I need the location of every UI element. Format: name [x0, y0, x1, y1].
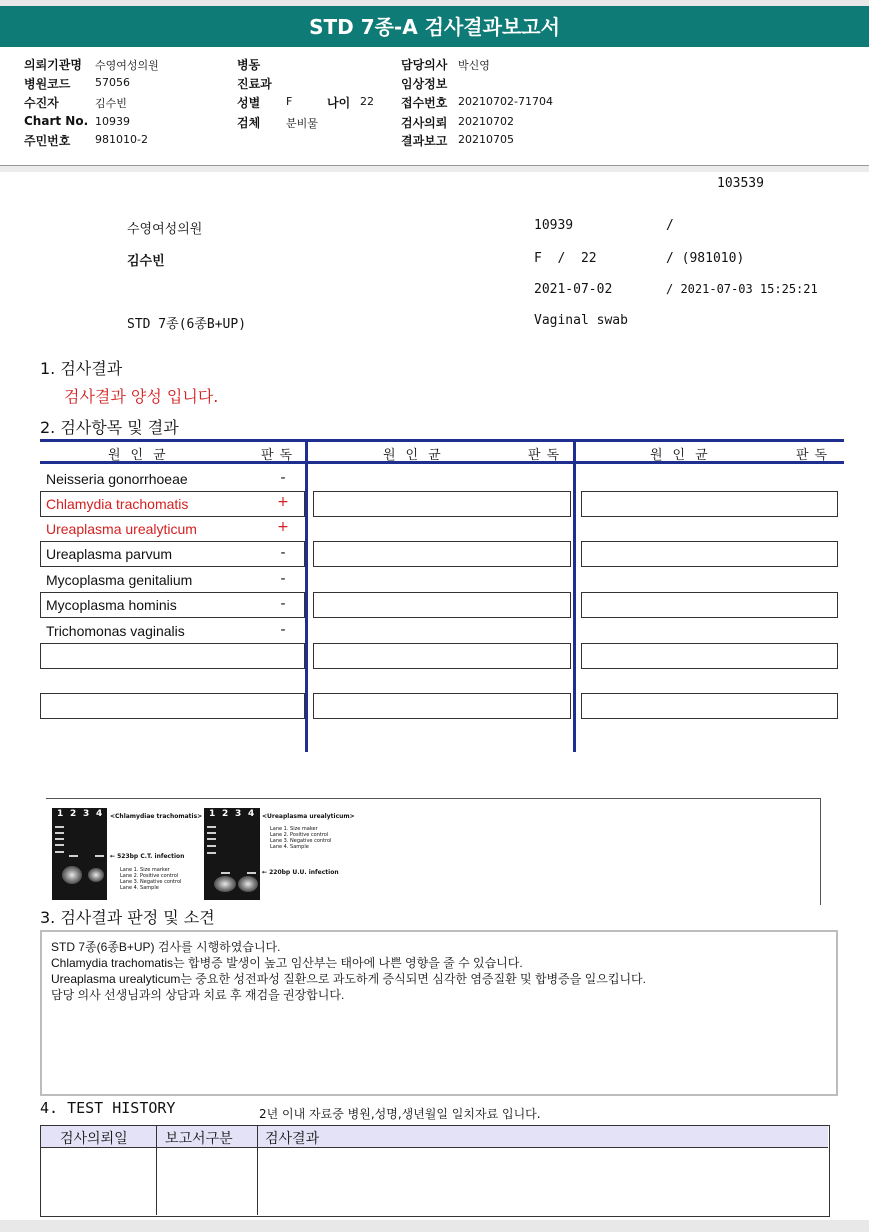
col-header-pathogen-1: 원인균	[108, 448, 176, 463]
history-note: 2년 이내 자료중 병원,성명,생년월일 일치자료 입니다.	[259, 1107, 541, 1121]
result-name-mg: Mycoplasma genitalium	[46, 572, 193, 588]
result-name-mh: Mycoplasma hominis	[46, 597, 177, 613]
opinion-line-2: Chlamydia trachomatis는 합병증 발생이 높고 임산부는 태아에 나쁜 영향을 줄 수 있습니다.	[51, 956, 523, 970]
result-name-ng: Neisseria gonorrhoeae	[46, 471, 188, 487]
result-value-uu: +	[277, 519, 289, 535]
id-value: 981010-2	[95, 133, 148, 146]
row-box	[581, 541, 838, 567]
chart-label: Chart No.	[24, 114, 89, 128]
separator	[0, 166, 869, 172]
clinical-label: 임상정보	[401, 77, 448, 91]
specimen-label: 검체	[237, 116, 261, 130]
row-box	[581, 693, 838, 719]
info-date-report: / 2021-07-03 15:25:21	[666, 282, 818, 296]
gel-arrow-ct: ← 523bp C.T. infection	[110, 853, 185, 860]
col-header-pathogen-3: 원인균	[650, 448, 718, 463]
col-header-result-3: 판독	[796, 448, 834, 463]
gel-lane-2: 2	[222, 809, 229, 819]
gel-lane-3: 3	[83, 809, 90, 819]
gel-band	[55, 844, 64, 846]
gel-lane-4: 4	[248, 809, 255, 819]
specimen-value: 분비물	[286, 117, 318, 130]
result-value-ct: +	[277, 494, 289, 510]
patient-value: 김수빈	[95, 97, 127, 110]
institution-value: 수영여성의원	[95, 59, 159, 72]
gel-glow	[62, 866, 82, 884]
gel-band	[95, 855, 104, 857]
positive-result: 검사결과 양성 입니다.	[64, 387, 219, 406]
info-date-request: 2021-07-02	[534, 282, 613, 297]
info-sex-age: F / 22	[534, 251, 597, 266]
age-value: 22	[360, 95, 374, 108]
ward-label: 병동	[237, 58, 261, 72]
receipt-label: 접수번호	[401, 96, 448, 110]
id-label: 주민번호	[24, 134, 71, 148]
gel-title-ct: <Chlamydiae trachomatis>	[110, 813, 203, 820]
gel-band	[55, 826, 64, 828]
section-3-title: 3. 검사결과 판정 및 소견	[40, 908, 215, 927]
info-sample: Vaginal swab	[534, 313, 628, 328]
result-value-up: -	[280, 545, 286, 561]
gel-legend-ct: Lane 1. Size marker Lane 2. Positive control Lane 3. Negative control Lane 4. Sample	[120, 867, 182, 891]
report-number: 103539	[717, 176, 764, 191]
info-name: 김수빈	[127, 254, 165, 269]
gel-band	[207, 826, 216, 828]
gel-band	[247, 872, 256, 874]
gel-band	[55, 838, 64, 840]
sex-value: F	[286, 95, 293, 108]
report-value: 20210705	[458, 133, 514, 146]
doctor-value: 박신영	[458, 59, 490, 72]
doctor-label: 담당의사	[401, 58, 448, 72]
code-value: 57056	[95, 76, 130, 89]
row-box	[313, 592, 571, 618]
history-table-header	[41, 1126, 828, 1148]
gel-band	[207, 838, 216, 840]
section-1-title: 1. 검사결과	[40, 359, 123, 378]
gel-band	[207, 852, 216, 854]
section-4-title: 4. TEST HISTORY	[40, 1099, 176, 1117]
gel-band	[207, 832, 216, 834]
opinion-line-3: Ureaplasma urealyticum는 중요한 성전파성 질환으로 과도하게 증식되면 심각한 염증질환 및 합병증을 일으킵니다.	[51, 972, 646, 986]
opinion-line-4: 담당 의사 선생님과의 상담과 치료 후 재검을 권장합니다.	[51, 988, 345, 1002]
history-col-result: 검사결과	[265, 1131, 320, 1147]
gel-glow	[88, 868, 104, 882]
receipt-value: 20210702-71704	[458, 95, 553, 108]
age-label: 나이	[327, 96, 351, 110]
info-hospital: 수영여성의원	[127, 222, 203, 237]
gel-title-uu: <Ureaplasma urealyticum>	[262, 813, 355, 820]
history-col-divider	[257, 1126, 258, 1215]
grid-divider-2	[573, 439, 576, 752]
gel-lane-4: 4	[96, 809, 103, 819]
result-value-mh: -	[280, 596, 286, 612]
result-value-mg: -	[280, 571, 286, 587]
chart-value: 10939	[95, 115, 130, 128]
dept-label: 진료과	[237, 77, 272, 91]
gel-band	[207, 845, 216, 847]
gel-legend-uu: Lane 1. Size maker Lane 2. Positive control Lane 3. Negative control Lane 4. Sample	[270, 826, 332, 850]
gel-lane-1: 1	[57, 809, 64, 819]
row-box	[40, 693, 305, 719]
row-box	[581, 491, 838, 517]
gel-arrow-uu: ← 220bp U.U. infection	[262, 869, 339, 876]
info-rrn: / (981010)	[666, 251, 745, 266]
report-title: STD 7종-A 검사결과보고서	[0, 6, 869, 47]
request-label: 검사의뢰	[401, 116, 448, 130]
row-box	[313, 643, 571, 669]
gel-band	[221, 872, 230, 874]
patient-label: 수진자	[24, 96, 59, 110]
col-header-result-2: 판독	[528, 448, 566, 463]
gel-lane-3: 3	[235, 809, 242, 819]
row-box	[581, 592, 838, 618]
section-2-title: 2. 검사항목 및 결과	[40, 418, 179, 437]
request-value: 20210702	[458, 115, 514, 128]
gel-ct	[52, 808, 107, 900]
info-test: STD 7종(6종B+UP)	[127, 317, 247, 332]
info-chart: 10939	[534, 218, 574, 233]
gel-lane-2: 2	[70, 809, 77, 819]
result-name-tv: Trichomonas vaginalis	[46, 623, 185, 639]
history-col-request-date: 검사의뢰일	[60, 1131, 128, 1147]
row-box	[40, 643, 305, 669]
row-box	[313, 693, 571, 719]
result-name-up: Ureaplasma parvum	[46, 546, 173, 562]
info-slash: /	[666, 218, 674, 233]
grid-top-line	[40, 439, 844, 442]
report-header	[0, 47, 869, 167]
gel-glow	[214, 876, 236, 892]
result-value-ng: -	[280, 470, 286, 486]
bottom-strip	[0, 1220, 869, 1232]
report-label: 결과보고	[401, 134, 448, 148]
gel-band	[55, 832, 64, 834]
result-name-uu: Ureaplasma urealyticum	[46, 521, 197, 537]
institution-label: 의뢰기관명	[24, 58, 82, 72]
row-box	[581, 643, 838, 669]
opinion-line-1: STD 7종(6종B+UP) 검사를 시행하였습니다.	[51, 940, 281, 954]
code-label: 병원코드	[24, 77, 71, 91]
sex-label: 성별	[237, 96, 261, 110]
gel-glow	[238, 876, 258, 892]
gel-band	[55, 851, 64, 853]
gel-band	[69, 855, 78, 857]
grid-divider-1	[305, 439, 308, 752]
history-col-report-type: 보고서구분	[165, 1131, 233, 1147]
col-header-pathogen-2: 원인균	[383, 448, 451, 463]
col-header-result-1: 판독	[261, 448, 299, 463]
result-value-tv: -	[280, 622, 286, 638]
gel-lane-1: 1	[209, 809, 216, 819]
history-col-divider	[156, 1126, 157, 1215]
row-box	[313, 491, 571, 517]
result-name-ct: Chlamydia trachomatis	[46, 496, 189, 512]
row-box	[313, 541, 571, 567]
